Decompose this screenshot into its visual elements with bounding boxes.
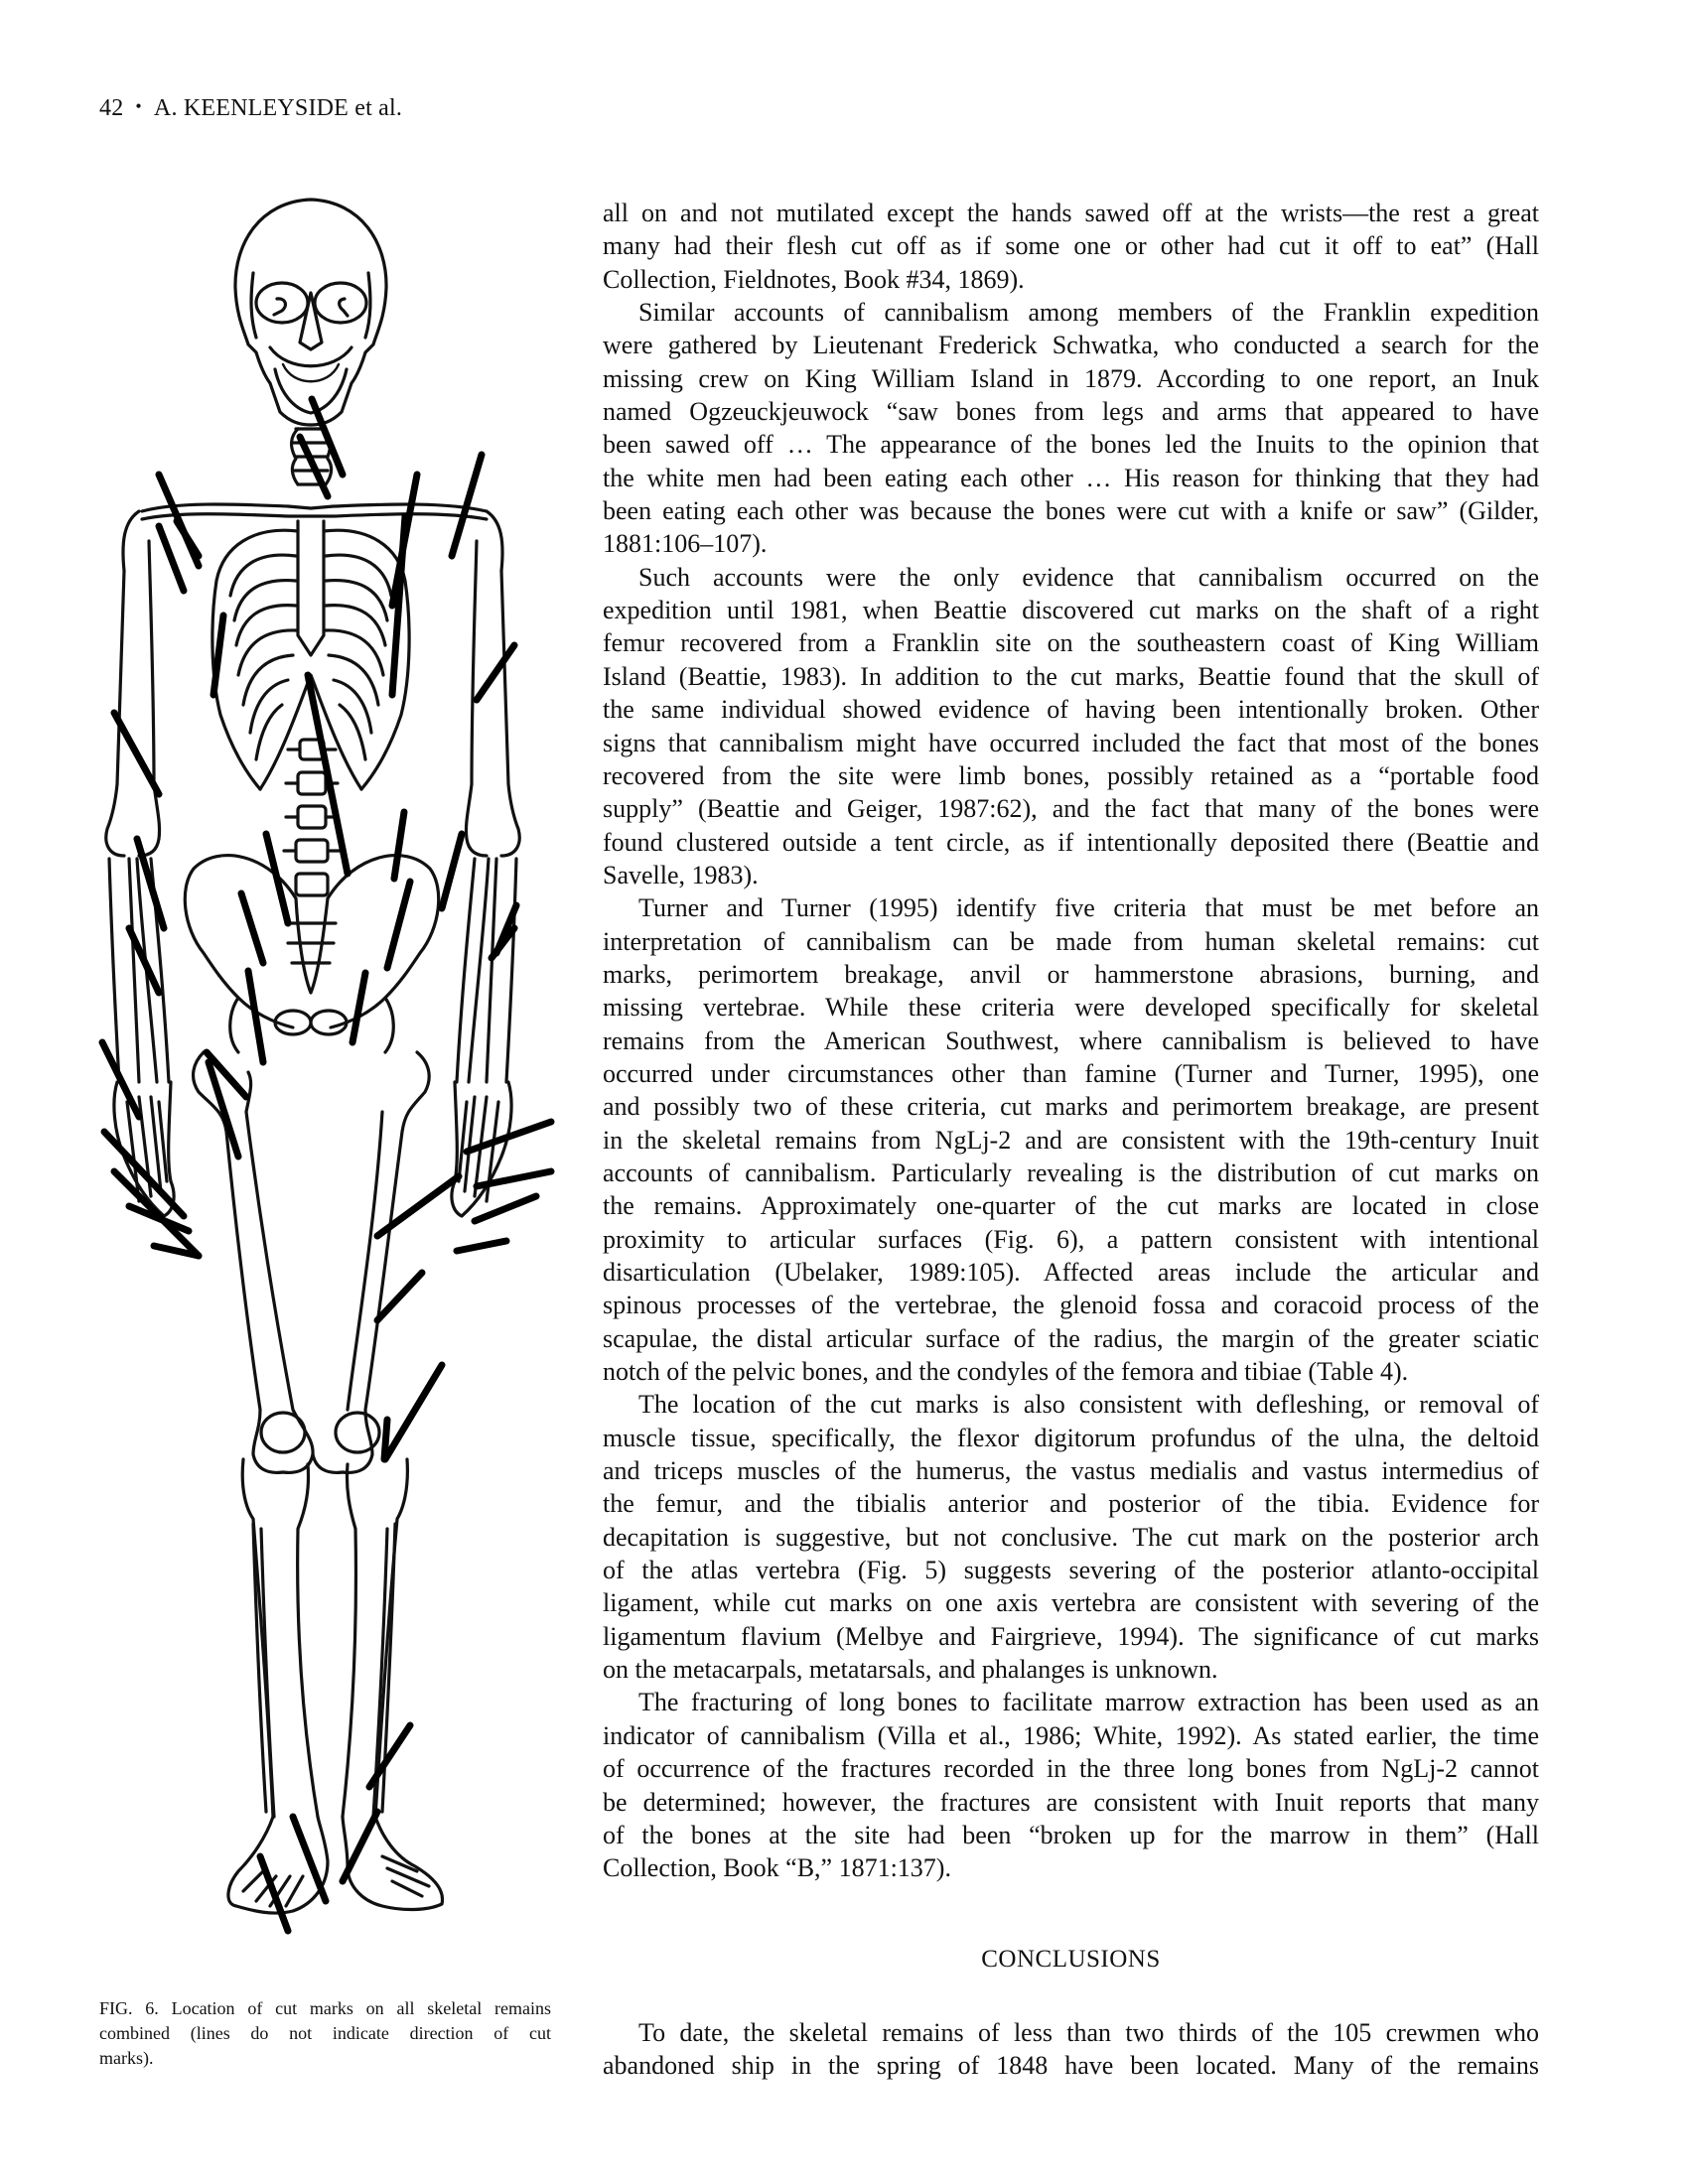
paragraph-conclusions xyxy=(603,2016,1539,2083)
paragraph-beattie-evidence xyxy=(603,561,1539,891)
text-line: To date, the skeletal remains of less than two thirds of the 105 crewmen who xyxy=(638,2018,1539,2047)
text-line: indicator of cannibalism (Villa et al., 1986; White, 1992). As stated earlier, the time xyxy=(603,1720,1539,1750)
text-line: ligament, while cut marks on one axis vertebra are consistent with severing of the xyxy=(603,1588,1539,1618)
bullet-separator: • xyxy=(135,96,142,116)
text-line: decapitation is suggestive, but not conclusive. The cut mark on the posterior arch xyxy=(603,1522,1539,1552)
text-line: the white men had been eating each other … His reason for thinking that they had xyxy=(603,463,1539,492)
text-line: the remains. Approximately one-quarter of the cut marks are located in close xyxy=(603,1191,1539,1221)
text-line: named Ogzeuckjeuwock “saw bones from legs and arms that appeared to have xyxy=(603,397,1539,427)
text-line: missing vertebrae. While these criteria were developed specifically for skeletal xyxy=(603,993,1539,1023)
text-line: spinous processes of the vertebrae, the glenoid fossa and coracoid process of the xyxy=(603,1291,1539,1320)
paragraph-marrow-extraction xyxy=(603,1686,1539,1884)
text-line: The fracturing of long bones to facilitate marrow extraction has been used as an xyxy=(638,1688,1539,1717)
caption-line: FIG. 6. Location of cut marks on all skeletal remains xyxy=(99,1998,551,2018)
text-line: abandoned ship in the spring of 1848 have been located. Many of the remains xyxy=(603,2051,1539,2081)
text-line: of occurrence of the fractures recorded in the three long bones from NgLj-2 cannot xyxy=(603,1754,1539,1784)
caption-line: marks). xyxy=(99,2048,154,2068)
text-line: and triceps muscles of the humerus, the vastus medialis and vastus intermedius of xyxy=(603,1456,1539,1486)
figure-caption xyxy=(99,1996,551,2071)
text-line: Island (Beattie, 1983). In addition to the cut marks, Beattie found that the skull of xyxy=(603,661,1539,691)
text-line: Collection, Book “B,” 1871:137). xyxy=(603,1853,951,1883)
text-line: been eating each other was because the bones were cut with a knife or saw” (Gilder, xyxy=(603,496,1539,526)
text-line: recovered from the site were limb bones, possibly retained as a “portable food xyxy=(603,760,1539,790)
text-line: Savelle, 1983). xyxy=(603,860,759,889)
text-line: accounts of cannibalism. Particularly revealing is the distribution of cut marks on xyxy=(603,1158,1539,1187)
skeleton-outline xyxy=(106,200,519,1913)
text-line: Such accounts were the only evidence that cannibalism occurred on the xyxy=(638,562,1539,592)
text-line: and possibly two of these criteria, cut marks and perimortem breakage, are present xyxy=(603,1092,1539,1122)
text-line: interpretation of cannibalism can be made from human skeletal remains: cut xyxy=(603,926,1539,956)
text-line: proximity to articular surfaces (Fig. 6), a pattern consistent with intentional xyxy=(603,1224,1539,1254)
running-head xyxy=(99,95,402,122)
text-line: notch of the pelvic bones, and the condyles of the femora and tibiae (Table 4). xyxy=(603,1357,1409,1387)
text-line: were gathered by Lieutenant Frederick Schwatka, who conducted a search for the xyxy=(603,331,1539,360)
text-line: scapulae, the distal articular surface of the radius, the margin of the greater sciatic xyxy=(603,1323,1539,1353)
text-line: Similar accounts of cannibalism among members of the Franklin expedition xyxy=(638,298,1539,328)
body-text-column xyxy=(603,197,1539,1885)
text-line: femur recovered from a Franklin site on the southeastern coast of King William xyxy=(603,628,1539,658)
paragraph-defleshing xyxy=(603,1388,1539,1686)
paragraph-quote-continuation xyxy=(603,197,1539,296)
cut-marks xyxy=(102,399,551,1931)
text-line: ligamentum flavium (Melbye and Fairgrieve, 1994). The significance of cut marks xyxy=(603,1621,1539,1651)
paragraph-schwatka-accounts xyxy=(603,296,1539,561)
page-number: 42 xyxy=(99,95,124,121)
text-line: 1881:106–107). xyxy=(603,529,768,559)
text-line: supply” (Beattie and Geiger, 1987:62), and the fact that many of the bones were xyxy=(603,794,1539,824)
text-line: occurred under circumstances other than famine (Turner and Turner, 1995), one xyxy=(603,1058,1539,1088)
text-line: in the skeletal remains from NgLj-2 and are consistent with the 19th-century Inuit xyxy=(603,1125,1539,1155)
text-line: found clustered outside a tent circle, as if intentionally deposited there (Beattie and xyxy=(603,827,1539,857)
text-line: on the metacarpals, metatarsals, and phalanges is unknown. xyxy=(603,1655,1218,1685)
caption-line: combined (lines do not indicate direction of cut xyxy=(99,2023,551,2043)
text-line: expedition until 1981, when Beattie discovered cut marks on the shaft of a right xyxy=(603,596,1539,625)
text-line: many had their flesh cut off as if some one or other had cut it off to eat” (Hall xyxy=(603,231,1539,261)
text-line: of the atlas vertebra (Fig. 5) suggests severing of the posterior atlanto-occipital xyxy=(603,1556,1539,1585)
text-line: signs that cannibalism might have occurred included the fact that most of the bones xyxy=(603,728,1539,757)
section-heading-conclusions: CONCLUSIONS xyxy=(981,1946,1161,1973)
text-line: the same individual showed evidence of having been intentionally broken. Other xyxy=(603,695,1539,725)
running-head-authors: A. KEENLEYSIDE et al. xyxy=(153,95,403,121)
text-line: been sawed off … The appearance of the bones led the Inuits to the opinion that xyxy=(603,430,1539,460)
text-line: disarticulation (Ubelaker, 1989:105). Affected areas include the articular and xyxy=(603,1258,1539,1287)
paragraph-turner-criteria xyxy=(603,891,1539,1388)
text-line: marks, perimortem breakage, anvil or hammerstone abrasions, burning, and xyxy=(603,959,1539,989)
text-line: of the bones at the site had been “broken up for the marrow in them” (Hall xyxy=(603,1820,1539,1849)
text-line: missing crew on King William Island in 1879. According to one report, an Inuk xyxy=(603,363,1539,393)
text-line: remains from the American Southwest, where cannibalism is believed to have xyxy=(603,1025,1539,1055)
text-line: the femur, and the tibialis anterior and posterior of the tibia. Evidence for xyxy=(603,1489,1539,1519)
text-line: Collection, Fieldnotes, Book #34, 1869). xyxy=(603,264,1025,294)
text-line: be determined; however, the fractures are consistent with Inuit reports that many xyxy=(603,1787,1539,1817)
text-line: The location of the cut marks is also consistent with defleshing, or removal of xyxy=(638,1390,1539,1420)
text-line: all on and not mutilated except the hands sawed off at the wrists—the rest a great xyxy=(603,199,1539,227)
text-line: muscle tissue, specifically, the flexor digitorum profundus of the ulna, the deltoid xyxy=(603,1423,1539,1452)
text-line: Turner and Turner (1995) identify five criteria that must be met before an xyxy=(638,893,1539,923)
